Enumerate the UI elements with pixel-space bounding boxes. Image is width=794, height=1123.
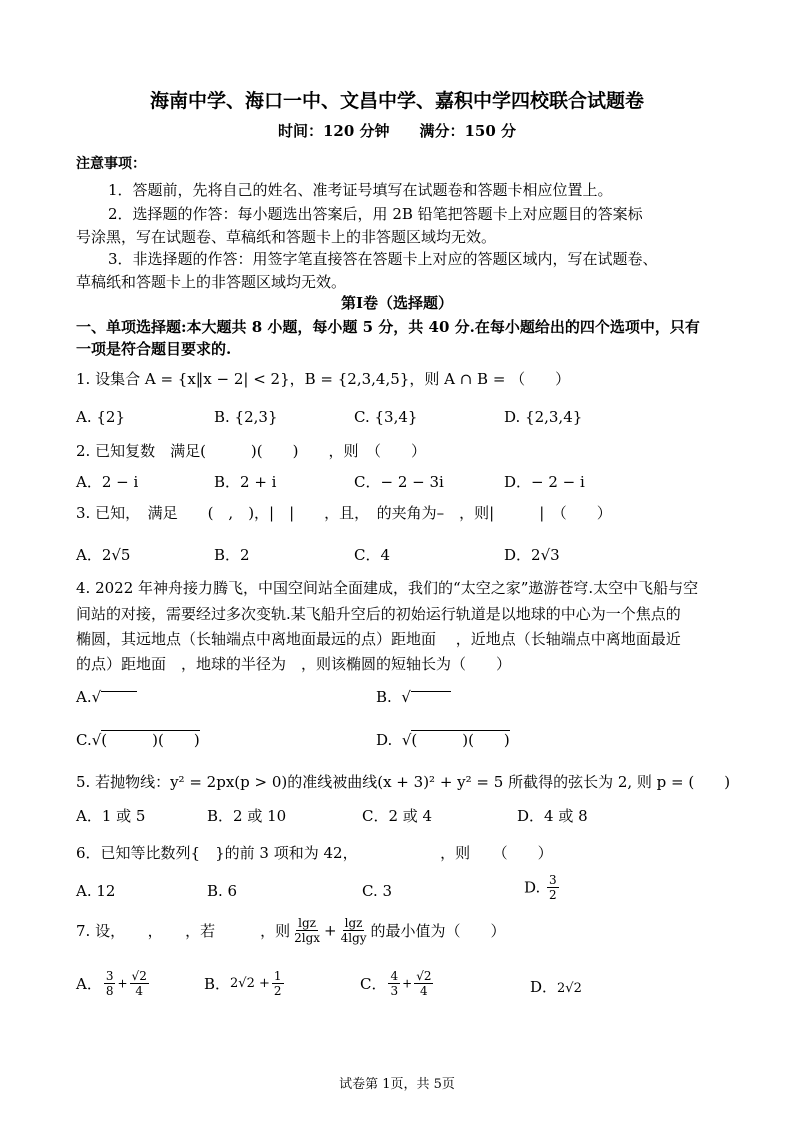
q5-option-c: C．2 或 4 — [362, 807, 433, 825]
q3-option-b: B．2 — [214, 546, 250, 564]
q4-line-1: 4. 2022 年神舟接力腾飞，中国空间站全面建成，我们的“太空之家”遨游苍穹.太空中飞船与空 — [76, 579, 699, 597]
q4-option-a: A.√ — [76, 688, 137, 706]
q4-line-4: 的点）距地面 ，地球的半径为 ，则该椭圆的短轴长为（ ） — [76, 655, 512, 673]
q2-option-b: B．2 + i — [214, 473, 277, 491]
q6-option-a: A. 12 — [76, 882, 116, 900]
q5-stem: 5. 若抛物线：y² = 2px(p > 0)的准线被曲线(x + 3)² + y² = 5 所截得的弦长为 2, 则 p = ( ) — [76, 773, 731, 791]
q6-option-b: B. 6 — [207, 882, 238, 900]
q2-option-d: D．− 2 − i — [504, 473, 585, 491]
q2-stem: 2. 已知复数 满足( )( ) ，则 （ ） — [76, 442, 426, 460]
notes-heading: 注意事项： — [76, 156, 146, 172]
note-3a: 3．非选择题的作答：用签字笔直接答在答题卡上对应的答题区域内，写在试题卷、 — [108, 250, 658, 268]
section-heading-a: 一、单项选择题:本大题共 8 小题，每小题 5 分，共 40 分.在每小题给出的四个选项中，只有 — [76, 318, 700, 336]
q5-option-d: D．4 或 8 — [517, 807, 588, 825]
note-2b: 号涂黑，写在试题卷、草稿纸和答题卡上的非答题区域均无效。 — [76, 228, 497, 246]
note-2a: 2．选择题的作答：每小题选出答案后，用 2B 铅笔把答题卡上对应题目的答案标 — [108, 205, 643, 223]
q7-option-c: C． $\frac{4}{3}$ + $\frac{√2}{4}$ — [360, 969, 432, 998]
q3-option-a: A．2√5 — [76, 546, 131, 564]
q4-option-b: B. √ — [376, 688, 451, 706]
page-footer: 试卷第 1页，共 5页 — [339, 1077, 455, 1092]
q1-option-a: A. {2} — [76, 408, 125, 426]
exam-title: 海南中学、海口一中、文昌中学、嘉积中学四校联合试题卷 — [149, 90, 644, 112]
sqrt-icon: √ — [401, 731, 412, 749]
q1-option-b: B. {2,3} — [214, 408, 278, 426]
q7-option-d: D．2√2 — [530, 978, 582, 996]
sqrt-icon: √ — [91, 688, 102, 706]
q7-option-a: A． $\frac{3}{8}$ + $\frac{√2}{4}$ — [76, 969, 147, 998]
q3-stem: 3. 已知， 满足 ( , )，| | ，且， 的夹角为– ，则| | （ ） — [76, 504, 612, 522]
exam-subtitle: 时间：120 分钟 满分：150 分 — [277, 122, 517, 140]
q3-option-d: D．2√3 — [504, 546, 560, 564]
note-1: 1．答题前，先将自己的姓名、准考证号填写在试题卷和答题卡相应位置上。 — [108, 181, 613, 199]
q4-option-d: D. √( )( ) — [376, 731, 510, 749]
q1-option-c: C. {3,4} — [354, 408, 418, 426]
q1-stem: 1. 设集合 A = {x‖x − 2| < 2}，B = {2,3,4,5}，则 A ∩ B = （ ） — [76, 370, 571, 388]
q7-option-b: B．2√2 + $\frac{1}{2}$ — [204, 969, 282, 998]
q1-option-d: D. {2,3,4} — [504, 408, 583, 426]
q4-line-2: 间站的对接，需要经过多次变轨.某飞船升空后的初始运行轨道是以地球的中心为一个焦点的 — [76, 605, 681, 623]
q4-option-c: C.√( )( ) — [76, 731, 200, 749]
q2-option-c: C．− 2 − 3i — [354, 473, 444, 491]
q6-option-c: C. 3 — [362, 882, 393, 900]
q6-option-d: D. $\frac{3}{2}$ — [524, 873, 557, 902]
q4-line-3: 椭圆，其远地点（长轴端点中离地面最远的点）距地面 ，近地点（长轴端点中离地面最近 — [76, 630, 681, 648]
q5-option-b: B．2 或 10 — [207, 807, 287, 825]
section-heading-b: 一项是符合题目要求的. — [76, 340, 232, 358]
q5-option-a: A．1 或 5 — [76, 807, 146, 825]
note-3b: 草稿纸和答题卡上的非答题区域均无效。 — [76, 273, 347, 291]
sqrt-icon: √ — [401, 688, 411, 706]
q7-stem: 7. 设， ， ，若 ，则 $\frac{\lg z}{2\lg x}$ + $\frac{\lg z}{4\lg y}$ 的最小值为（ ） — [76, 916, 506, 945]
q6-stem: 6．已知等比数列{ }的前 3 项和为 42， ，则 （ ） — [76, 844, 553, 862]
section-title: 第Ⅰ卷（选择题） — [340, 294, 454, 312]
q2-option-a: A．2 − i — [76, 473, 139, 491]
q3-option-c: C．4 — [354, 546, 391, 564]
sqrt-icon: √ — [91, 731, 102, 749]
